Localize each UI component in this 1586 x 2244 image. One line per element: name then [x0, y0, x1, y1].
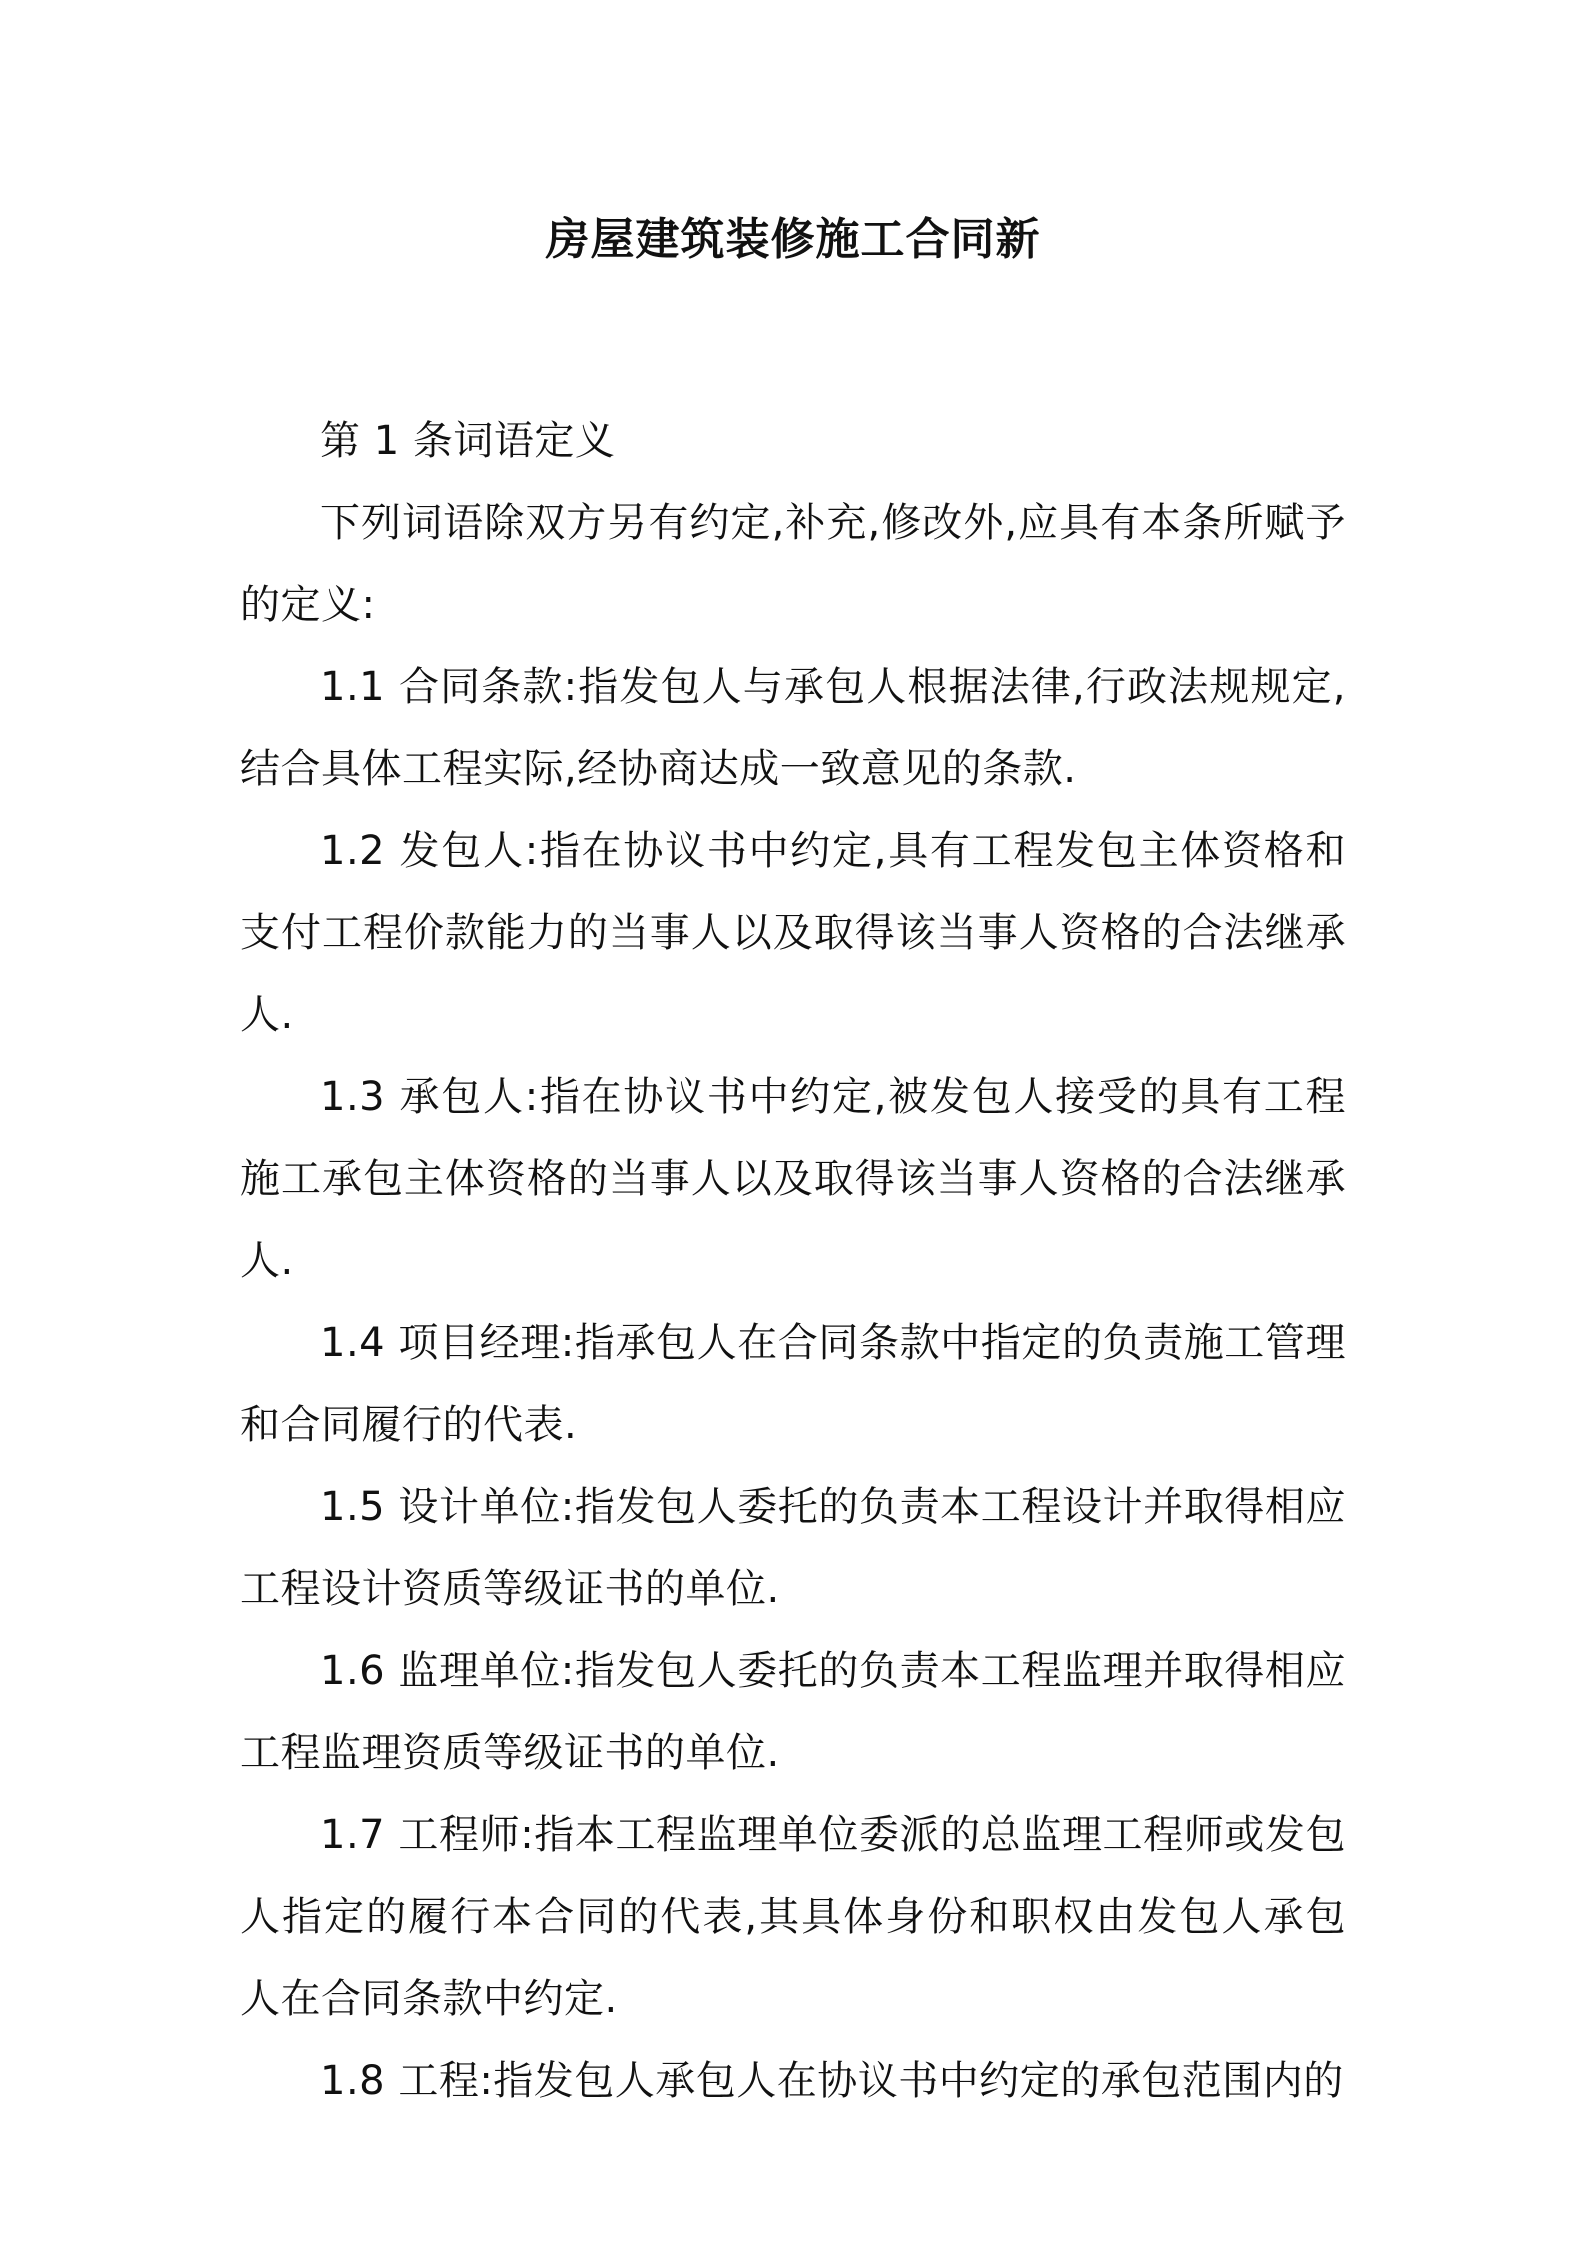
clause-1-1: 1.1 合同条款:指发包人与承包人根据法律,行政法规规定,结合具体工程实际,经协商达成一致意见的条款. — [240, 664, 1346, 792]
clause-1-4: 1.4 项目经理:指承包人在合同条款中指定的负责施工管理和合同履行的代表. — [240, 1320, 1346, 1448]
clause-1-3: 1.3 承包人:指在协议书中约定,被发包人接受的具有工程施工承包主体资格的当事人以及取得该当事人资格的合法继承人. — [240, 1074, 1346, 1284]
document-body — [240, 400, 1346, 2122]
definitions-intro: 下列词语除双方另有约定,补充,修改外,应具有本条所赋予的定义: — [240, 500, 1346, 628]
document-title: 房屋建筑装修施工合同新 — [545, 214, 1041, 265]
clause-1-2: 1.2 发包人:指在协议书中约定,具有工程发包主体资格和支付工程价款能力的当事人以及取得该当事人资格的合法继承人. — [240, 828, 1346, 1038]
clause-1-6: 1.6 监理单位:指发包人委托的负责本工程监理并取得相应工程监理资质等级证书的单位. — [240, 1648, 1346, 1776]
clause-1-7: 1.7 工程师:指本工程监理单位委派的总监理工程师或发包人指定的履行本合同的代表,其具体身份和职权由发包人承包人在合同条款中约定. — [240, 1812, 1346, 2022]
clause-1-8: 1.8 工程:指发包人承包人在协议书中约定的承包范围内的 — [320, 2058, 1344, 2104]
clause-1-5: 1.5 设计单位:指发包人委托的负责本工程设计并取得相应工程设计资质等级证书的单位. — [240, 1484, 1346, 1612]
article-heading: 第 1 条词语定义 — [320, 418, 616, 464]
